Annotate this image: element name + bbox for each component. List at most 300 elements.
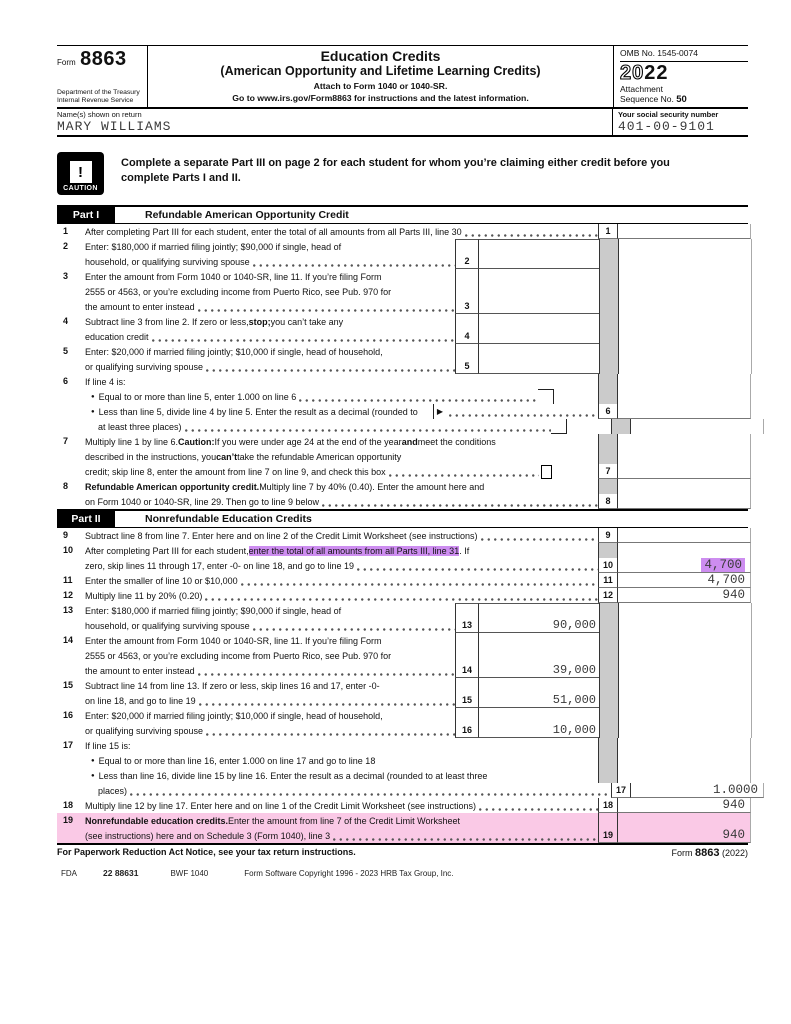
line-text-cell — [85, 374, 598, 389]
right-amount-cell — [619, 329, 752, 344]
right-amount-cell — [618, 434, 751, 449]
mid-line-number-box: 4 — [455, 329, 478, 344]
right-line-number-box: 7 — [598, 464, 618, 479]
caution-icon — [57, 152, 104, 195]
caution-word: CAUTION — [63, 185, 98, 192]
bullet-icon: ● — [91, 393, 95, 400]
line-text-cell — [85, 284, 455, 299]
part1-title: Refundable American Opportunity Credit — [145, 209, 349, 221]
line-text: Enter the smaller of line 10 or $10,000 — [85, 575, 238, 586]
attach-note: Attach to Form 1040 or 1040-SR. — [313, 81, 448, 91]
page-title: Education Credits — [320, 48, 441, 64]
omb-block — [614, 46, 748, 107]
caution-block — [57, 152, 748, 195]
line-text-cell — [85, 723, 455, 738]
right-line-number-box — [598, 449, 618, 464]
line-number: 8 — [63, 481, 69, 491]
dotted-leader — [195, 663, 455, 678]
mid-amount-cell — [478, 314, 599, 329]
line-text: enter the total of all amounts from all Parts III, line 31 — [248, 545, 460, 556]
right-amount-cell[interactable] — [618, 828, 751, 843]
form-row — [57, 768, 748, 783]
amount-value: 4,700 — [701, 558, 745, 572]
line-text: or qualifying surviving spouse — [85, 725, 204, 736]
right-line-number-box — [599, 344, 619, 359]
line-number — [57, 753, 85, 768]
mid-amount-cell — [478, 648, 599, 663]
right-line-number-box — [599, 633, 619, 648]
right-line-number-box: 17 — [611, 783, 631, 798]
amount-value: 90,000 — [552, 618, 596, 632]
bracket-bot — [551, 419, 567, 434]
mid-line-number-box — [455, 284, 478, 299]
line-number: 16 — [63, 710, 74, 720]
mid-amount-cell[interactable] — [478, 299, 599, 314]
line-number: 2 — [63, 241, 69, 251]
line-text: Enter the amount from line 7 of the Credit Limit Worksheet — [228, 815, 460, 826]
line-text: you can’t take any — [270, 316, 344, 327]
right-line-number-box — [599, 269, 619, 284]
right-amount-cell[interactable] — [618, 558, 751, 573]
form-row — [57, 389, 748, 404]
line-text-cell — [85, 419, 611, 434]
line-text-cell — [85, 359, 455, 374]
right-line-number-box: 11 — [598, 573, 618, 588]
line-text: If line 4 is: — [85, 376, 126, 387]
line-number: 10 — [63, 545, 74, 555]
dotted-leader — [182, 419, 551, 434]
right-amount-cell — [619, 633, 752, 648]
ssn-value[interactable]: 401-00-9101 — [618, 119, 715, 134]
form-row — [57, 618, 748, 633]
right-line-number-box — [599, 648, 619, 663]
line-number — [57, 419, 85, 434]
right-amount-cell — [618, 768, 751, 783]
dotted-leader — [386, 464, 539, 479]
line-text: Enter: $180,000 if married filing jointly; $90,000 if single, head of — [85, 241, 342, 252]
right-amount-cell — [618, 738, 751, 753]
form-word: Form — [57, 58, 76, 67]
amount-value: 39,000 — [552, 663, 596, 677]
line-number — [57, 648, 85, 663]
dotted-leader — [250, 618, 455, 633]
right-amount-cell — [619, 344, 752, 359]
line-number: 5 — [63, 346, 69, 356]
line-text-cell — [85, 738, 598, 753]
right-line-number-box — [599, 693, 619, 708]
line-text: Enter the amount from Form 1040 or 1040-SR, line 11. If you’re filing Form — [85, 271, 382, 282]
line-text: can’t — [216, 451, 238, 462]
line-text: zero, skip lines 11 through 17, enter -0- on line 18, and go to line 19 — [85, 560, 355, 571]
line-text: 2555 or 4563, or you’re excluding income from Puerto Rico, see Pub. 970 for — [85, 650, 392, 661]
form-row — [57, 633, 748, 648]
line-text: After completing Part III for each student, enter the total of all amounts from all Parts III, line 30 — [85, 226, 462, 237]
right-amount-cell — [619, 239, 752, 254]
form-row — [57, 419, 748, 434]
form-row — [57, 738, 748, 753]
right-line-number-box — [598, 479, 618, 494]
line-number — [57, 783, 85, 798]
right-line-number-box: 10 — [598, 558, 618, 573]
line-number — [57, 618, 85, 633]
mid-line-number-box: 14 — [455, 663, 478, 678]
part2-lines — [57, 528, 758, 843]
line-text-cell — [85, 693, 455, 708]
line-text-cell — [85, 449, 598, 464]
dept-line1: Department of the Treasury — [57, 89, 140, 96]
line-text-cell — [85, 603, 455, 618]
right-amount-cell — [619, 648, 752, 663]
part2-label: Part II — [57, 511, 115, 527]
line-number — [57, 299, 85, 314]
line-text-cell — [85, 464, 598, 479]
form-row — [57, 269, 748, 284]
line-text: Subtract line 3 from line 2. If zero or less, — [85, 316, 249, 327]
right-line-number-box — [599, 723, 619, 738]
form-row — [57, 693, 748, 708]
line-text: Caution: — [178, 436, 215, 447]
form-row — [57, 224, 748, 239]
caution-text: Complete a separate Part III on page 2 for each student for whom you’re claiming either credit before you complete Parts I and II. — [121, 157, 670, 184]
form-row — [57, 813, 748, 828]
line-number: 6 — [63, 376, 69, 386]
form-row — [57, 359, 748, 374]
line-text-cell — [85, 239, 455, 254]
right-line-number-box — [598, 753, 618, 768]
line-text-cell — [85, 798, 598, 813]
part2-header — [57, 509, 748, 528]
mid-amount-cell — [478, 633, 599, 648]
line-text-cell — [85, 618, 455, 633]
mid-line-number-box: 2 — [455, 254, 478, 269]
right-line-number-box — [599, 314, 619, 329]
dotted-leader — [250, 254, 455, 269]
dotted-leader — [238, 573, 598, 588]
mid-amount-cell — [478, 603, 599, 618]
dotted-leader — [196, 693, 455, 708]
ssn-label: Your social security number — [618, 110, 719, 119]
line-text: Nonrefundable education credits. — [85, 815, 229, 826]
line-text: Enter: $20,000 if married filing jointly; $10,000 if single, head of household, — [85, 710, 383, 721]
dotted-leader — [354, 558, 598, 573]
right-line-number-box — [599, 678, 619, 693]
line-text-cell — [85, 269, 455, 284]
right-amount-cell — [619, 314, 752, 329]
mid-amount-cell — [478, 269, 599, 284]
right-amount-cell[interactable] — [618, 224, 751, 239]
omb-number: OMB No. 1545-0074 — [620, 48, 748, 62]
line-text-cell — [85, 573, 598, 588]
right-amount-cell — [619, 693, 752, 708]
right-amount-cell[interactable] — [618, 464, 751, 479]
dotted-leader — [319, 494, 598, 509]
line-text-cell — [85, 678, 455, 693]
right-line-number-box — [598, 389, 618, 404]
line-text: stop; — [248, 316, 271, 327]
bullet-icon: ● — [91, 757, 95, 764]
line-number: 18 — [63, 800, 74, 810]
mid-amount-cell[interactable] — [478, 329, 599, 344]
mid-line-number-box: 15 — [455, 693, 478, 708]
form-title-block — [148, 46, 614, 107]
form-row — [57, 449, 748, 464]
right-amount-cell[interactable] — [618, 494, 751, 509]
dotted-leader — [476, 798, 598, 813]
right-amount-cell — [619, 284, 752, 299]
line-text: the amount to enter instead — [85, 665, 195, 676]
line-text-cell — [85, 389, 598, 404]
footer-line1 — [57, 845, 748, 859]
right-amount-cell — [619, 663, 752, 678]
form-number: 8863 — [80, 48, 127, 70]
form-row — [57, 708, 748, 723]
line-text-cell — [85, 494, 598, 509]
dotted-leader — [330, 828, 598, 843]
right-amount-cell — [618, 389, 751, 404]
form-row — [57, 479, 748, 494]
right-amount-cell[interactable] — [631, 783, 764, 798]
right-line-number-box: 1 — [598, 224, 618, 239]
right-line-number-box — [611, 419, 631, 434]
line-text: If you were under age 24 at the end of the year — [214, 436, 402, 447]
line-text: After completing Part III for each student, — [85, 545, 249, 556]
attachment-label: Attachment — [620, 84, 663, 94]
mid-line-number-box — [455, 269, 478, 284]
line-text-cell — [85, 753, 598, 768]
goto-note: Go to www.irs.gov/Form8863 for instructions and the latest information. — [232, 93, 529, 103]
form-row — [57, 464, 748, 479]
line-text: Equal to or more than line 5, enter 1.000 on line 6 — [98, 391, 297, 402]
line-text: Less than line 16, divide line 15 by line 16. Enter the result as a decimal (rounded to at least three — [98, 770, 488, 781]
line-text-cell — [85, 329, 455, 344]
right-amount-cell — [619, 708, 752, 723]
line-text: credit; skip line 8, enter the amount from line 7 on line 9, and check this box — [85, 466, 386, 477]
part2-title: Nonrefundable Education Credits — [145, 513, 312, 525]
line-text-cell — [85, 479, 598, 494]
form-row — [57, 374, 748, 389]
line-text: take the refundable American opportunity — [237, 451, 402, 462]
mid-amount-cell[interactable] — [478, 663, 599, 678]
mid-line-number-box: 13 — [455, 618, 478, 633]
line-number — [57, 693, 85, 708]
mid-amount-cell — [478, 284, 599, 299]
right-line-number-box — [599, 359, 619, 374]
line-text: If line 15 is: — [85, 740, 131, 751]
line-number: 13 — [63, 605, 74, 615]
amount-value: 4,700 — [707, 573, 745, 587]
dotted-leader — [203, 723, 455, 738]
right-amount-cell — [618, 813, 751, 828]
sequence-number: 50 — [676, 94, 687, 105]
line-number: 3 — [63, 271, 69, 281]
mid-amount-cell — [478, 708, 599, 723]
right-amount-cell — [618, 543, 751, 558]
form-row — [57, 314, 748, 329]
right-line-number-box — [598, 374, 618, 389]
mid-amount-cell — [478, 239, 599, 254]
right-amount-cell[interactable] — [618, 588, 751, 603]
line-number — [57, 828, 85, 843]
amount-value: 940 — [722, 798, 745, 812]
line-text-cell — [85, 663, 455, 678]
form-row — [57, 329, 748, 344]
right-line-number-box: 18 — [598, 798, 618, 813]
footer-copyright: Form Software Copyright 1996 - 2023 HRB Tax Group, Inc. — [244, 869, 454, 878]
right-line-number-box — [599, 618, 619, 633]
mid-amount-cell[interactable] — [478, 254, 599, 269]
mid-line-number-box — [455, 648, 478, 663]
mid-amount-cell — [478, 678, 599, 693]
dotted-leader — [478, 528, 598, 543]
line-number — [57, 663, 85, 678]
right-amount-cell — [619, 678, 752, 693]
right-amount-cell — [619, 254, 752, 269]
line-number — [57, 329, 85, 344]
right-line-number-box — [599, 708, 619, 723]
right-line-number-box: 9 — [598, 528, 618, 543]
line-text: on line 18, and go to line 19 — [85, 695, 196, 706]
line-text: Enter: $180,000 if married filing jointly; $90,000 if single, head of — [85, 605, 342, 616]
form-row — [57, 678, 748, 693]
line-text-cell — [85, 434, 598, 449]
line-text-cell — [85, 648, 455, 663]
mid-amount-cell[interactable] — [478, 359, 599, 374]
line-number — [57, 389, 85, 404]
line-text: described in the instructions, you — [85, 451, 217, 462]
bracket-mid — [418, 404, 434, 419]
right-line-number-box: 19 — [598, 828, 618, 843]
right-amount-cell — [618, 374, 751, 389]
right-amount-cell — [619, 359, 752, 374]
right-amount-cell — [618, 753, 751, 768]
name-label: Name(s) shown on return — [57, 110, 142, 119]
right-amount-cell — [619, 723, 752, 738]
line-number — [57, 284, 85, 299]
line-text-cell — [85, 783, 611, 798]
right-line-number-box — [599, 663, 619, 678]
dotted-leader — [203, 359, 455, 374]
right-amount-cell[interactable] — [618, 404, 751, 419]
line7-checkbox[interactable] — [541, 465, 552, 479]
line-number: 17 — [63, 740, 74, 750]
form-row — [57, 828, 748, 843]
mid-amount-cell — [478, 344, 599, 359]
right-line-number-box — [599, 299, 619, 314]
line-number — [57, 254, 85, 269]
right-line-number-box — [598, 738, 618, 753]
line-text: meet the conditions — [417, 436, 496, 447]
form-row — [57, 588, 748, 603]
form-row — [57, 798, 748, 813]
line-number — [57, 404, 85, 419]
dotted-leader — [446, 404, 598, 419]
right-line-number-box — [598, 434, 618, 449]
dotted-leader — [296, 389, 538, 404]
line-text: Enter the amount from Form 1040 or 1040-SR, line 11. If you’re filing Form — [85, 635, 382, 646]
line-number: 1 — [63, 226, 69, 236]
right-amount-cell — [619, 299, 752, 314]
line-text: at least three places) — [98, 421, 182, 432]
line-text: 2555 or 4563, or you’re excluding income from Puerto Rico, see Pub. 970 for — [85, 286, 392, 297]
mid-line-number-box — [455, 239, 478, 254]
right-line-number-box — [599, 239, 619, 254]
right-amount-cell — [619, 269, 752, 284]
bullet-icon: ● — [91, 408, 95, 415]
right-line-number-box — [599, 603, 619, 618]
right-line-number-box — [599, 329, 619, 344]
footer-code: 22 88631 — [103, 868, 139, 878]
line-text-cell — [85, 543, 598, 558]
bracket-top — [538, 389, 554, 404]
footer-fda: FDA — [61, 869, 77, 878]
right-amount-cell[interactable] — [618, 573, 751, 588]
form-row — [57, 404, 748, 419]
dotted-leader — [462, 224, 598, 239]
form-row — [57, 284, 748, 299]
mid-line-number-box — [455, 633, 478, 648]
name-value[interactable]: MARY WILLIAMS — [57, 119, 172, 134]
line-text: household, or qualifying surviving spouse — [85, 620, 250, 631]
mid-line-number-box: 3 — [455, 299, 478, 314]
line-text: Equal to or more than line 16, enter 1.000 on line 17 and go to line 18 — [98, 755, 376, 766]
line-text-cell — [85, 528, 598, 543]
form-row — [57, 663, 748, 678]
amount-value: 1.0000 — [712, 783, 758, 797]
form-row — [57, 299, 748, 314]
line-text-cell — [85, 588, 598, 603]
line-number: 15 — [63, 680, 74, 690]
amount-value: 51,000 — [552, 693, 596, 707]
line-text-cell — [85, 404, 598, 419]
right-amount-cell — [619, 603, 752, 618]
right-line-number-box: 6 — [598, 404, 618, 419]
form-row — [57, 434, 748, 449]
mid-amount-cell[interactable] — [478, 723, 599, 738]
line-number: 14 — [63, 635, 74, 645]
line-text: Subtract line 8 from line 7. Enter here and on line 2 of the Credit Limit Worksheet (see instructions) — [85, 530, 478, 541]
right-line-number-box — [599, 284, 619, 299]
mid-line-number-box — [455, 708, 478, 723]
right-amount-cell[interactable] — [618, 798, 751, 813]
form-row — [57, 558, 748, 573]
line-number — [57, 723, 85, 738]
mid-amount-cell[interactable] — [478, 693, 599, 708]
line-number — [57, 768, 85, 783]
part1-label: Part I — [57, 207, 115, 223]
part1-lines — [57, 224, 748, 509]
right-amount-cell — [631, 419, 764, 434]
line-number: 11 — [63, 575, 73, 585]
mid-line-number-box — [455, 314, 478, 329]
sequence-label: Sequence No. — [620, 94, 677, 104]
dept-line2: Internal Revenue Service — [57, 97, 134, 104]
right-amount-cell[interactable] — [618, 528, 751, 543]
dotted-leader — [202, 588, 598, 603]
mid-amount-cell[interactable] — [478, 618, 599, 633]
line-text: and — [401, 436, 418, 447]
line-text: education credit — [85, 331, 149, 342]
line-text: on Form 1040 or 1040-SR, line 29. Then go to line 9 below — [85, 496, 319, 507]
line-text-cell — [85, 314, 455, 329]
line-number — [57, 449, 85, 464]
amount-value: 10,000 — [552, 723, 596, 737]
form-row — [57, 783, 758, 798]
line-number — [57, 464, 85, 479]
right-line-number-box: 8 — [598, 494, 618, 509]
line-text: Enter: $20,000 if married filing jointly; $10,000 if single, head of household, — [85, 346, 383, 357]
line-text: Less than line 5, divide line 4 by line 5. Enter the result as a decimal (rounded to — [98, 406, 418, 417]
exclamation-icon: ! — [70, 161, 92, 183]
